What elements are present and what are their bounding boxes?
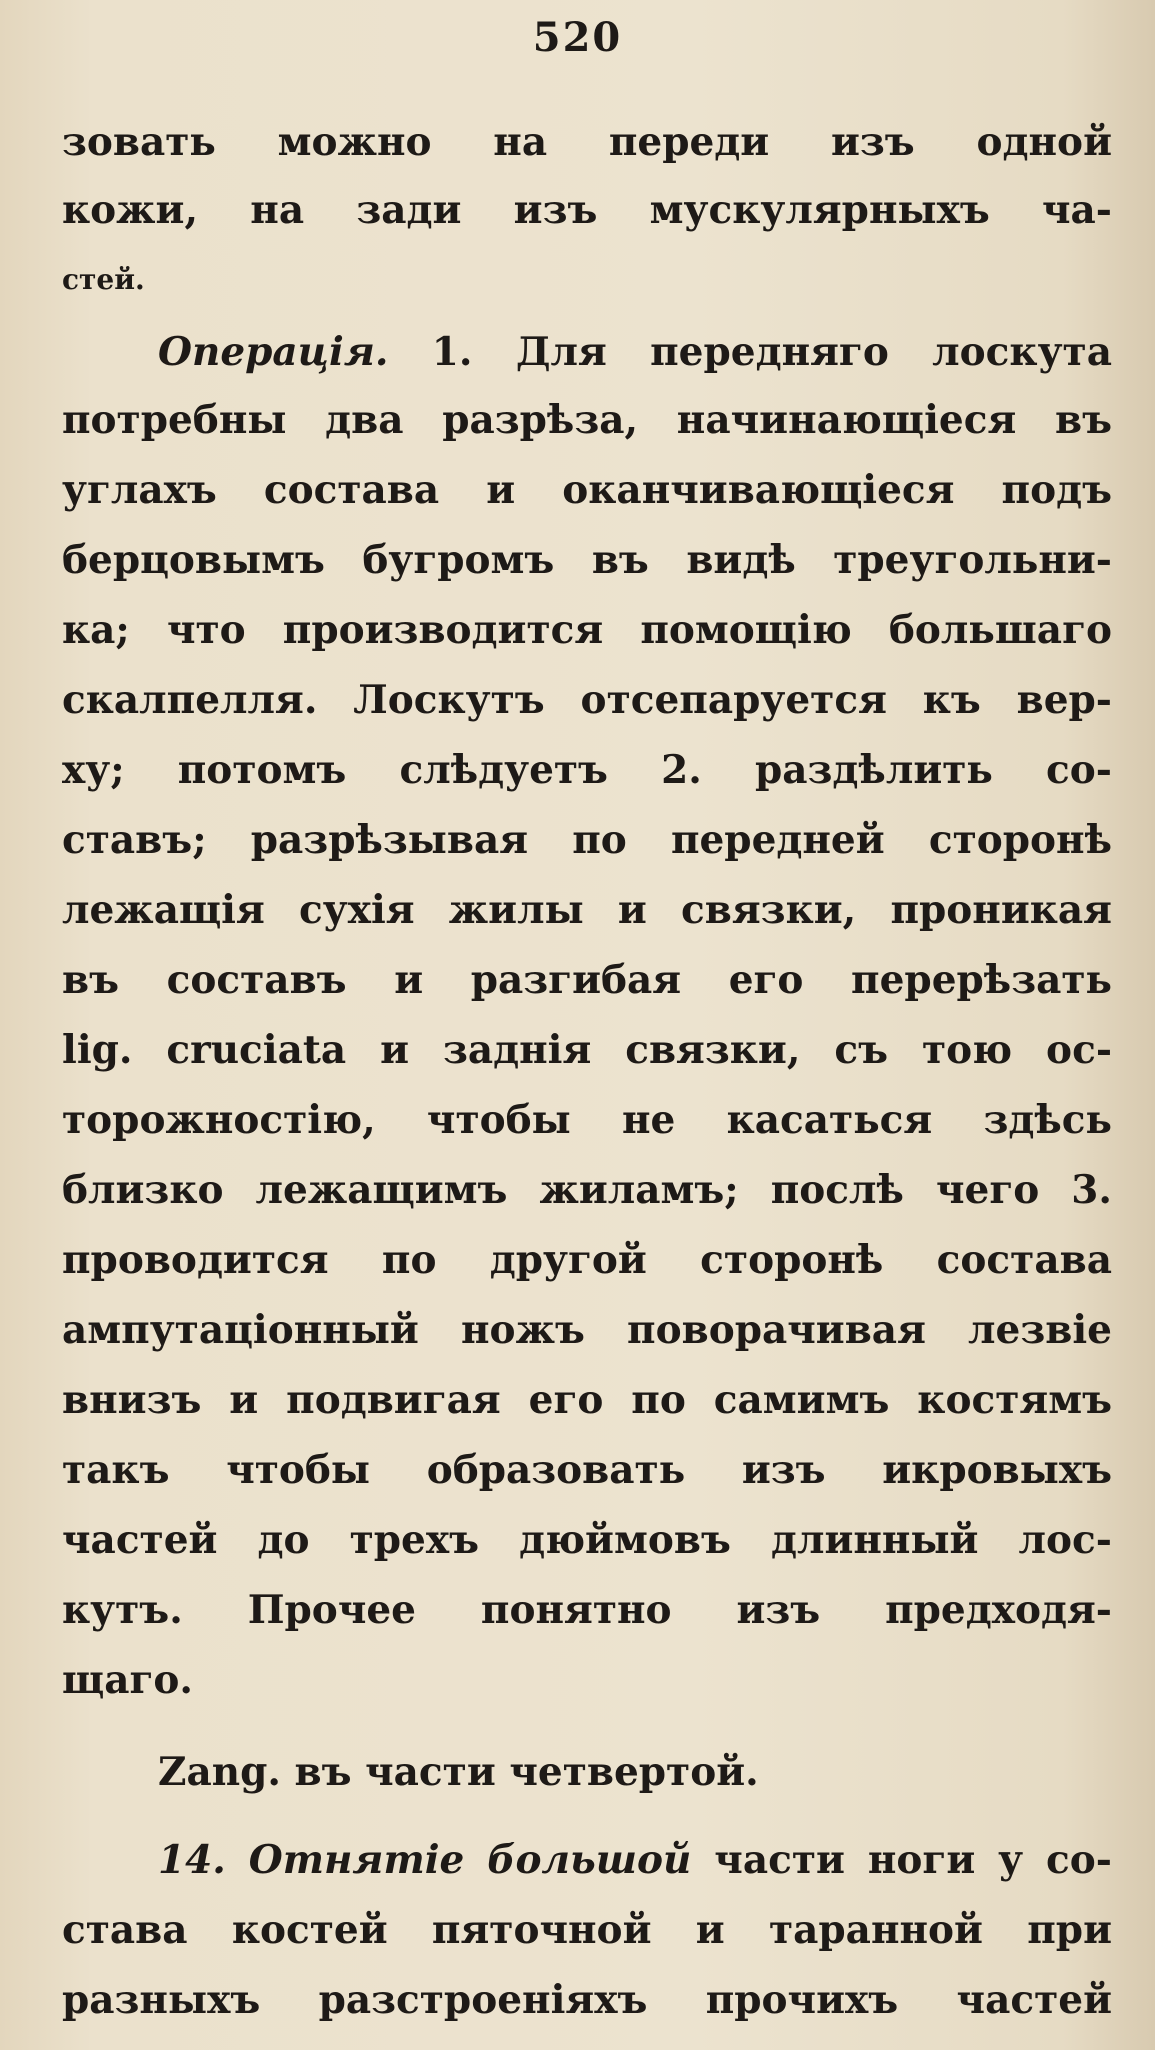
text-fragment: части ноги у со- (714, 1837, 1112, 1883)
text-fragment: 1. Для передняго лоскута (431, 329, 1112, 375)
text-line: разныхъ разстроеніяхъ прочихъ частей (62, 1977, 1112, 2023)
section-heading-line (158, 325, 1112, 379)
text-line: ка; что производится помощію большаго (62, 607, 1112, 653)
text-line: близко лежащимъ жиламъ; послѣ чего 3. (62, 1167, 1112, 1213)
text-line: кожи, на зади изъ мускулярныхъ ча- (62, 187, 1112, 233)
text-line: проводится по другой сторонѣ состава (62, 1237, 1112, 1283)
section-heading: Операція. (158, 329, 389, 375)
text-line: скалпелля. Лоскутъ отсепаруется къ вер- (62, 677, 1112, 723)
text-line: става костей пяточной и таранной при (62, 1907, 1112, 1953)
text-line: щаго. (62, 1657, 193, 1703)
section-heading-line (158, 1833, 1112, 1887)
text-line: частей до трехъ дюймовъ длинный лос- (62, 1517, 1112, 1563)
text-line: зовать можно на переди изъ одной (62, 119, 1112, 165)
text-line: стей. (62, 263, 145, 296)
text-line: ампутаціонный ножъ поворачивая лезвіе (62, 1307, 1112, 1353)
text-line: берцовымъ бугромъ въ видѣ треугольни- (62, 537, 1112, 583)
text-line: въ составъ и разгибая его перерѣзать (62, 957, 1112, 1003)
page-number: 520 (532, 14, 623, 61)
text-line: ставъ; разрѣзывая по передней сторонѣ (62, 817, 1112, 863)
text-line: торожностію, чтобы не касаться здѣсь (62, 1097, 1112, 1143)
text-line: потребны два разрѣза, начинающіеся въ (62, 397, 1112, 443)
text-line: ху; потомъ слѣдуетъ 2. раздѣлить со- (62, 747, 1112, 793)
text-line: лежащія сухія жилы и связки, проникая (62, 887, 1112, 933)
reference-line: Zang. въ части четвертой. (158, 1749, 759, 1795)
text-line: такъ чтобы образовать изъ икровыхъ (62, 1447, 1112, 1493)
text-line: углахъ состава и оканчивающіеся подъ (62, 467, 1112, 513)
text-line: lig. cruciata и заднія связки, съ тою ос- (62, 1027, 1112, 1073)
text-line: внизъ и подвигая его по самимъ костямъ (62, 1377, 1112, 1423)
section-heading: 14. Отнятіе большой (158, 1837, 692, 1883)
text-line: кутъ. Прочее понятно изъ предходя- (62, 1587, 1112, 1633)
